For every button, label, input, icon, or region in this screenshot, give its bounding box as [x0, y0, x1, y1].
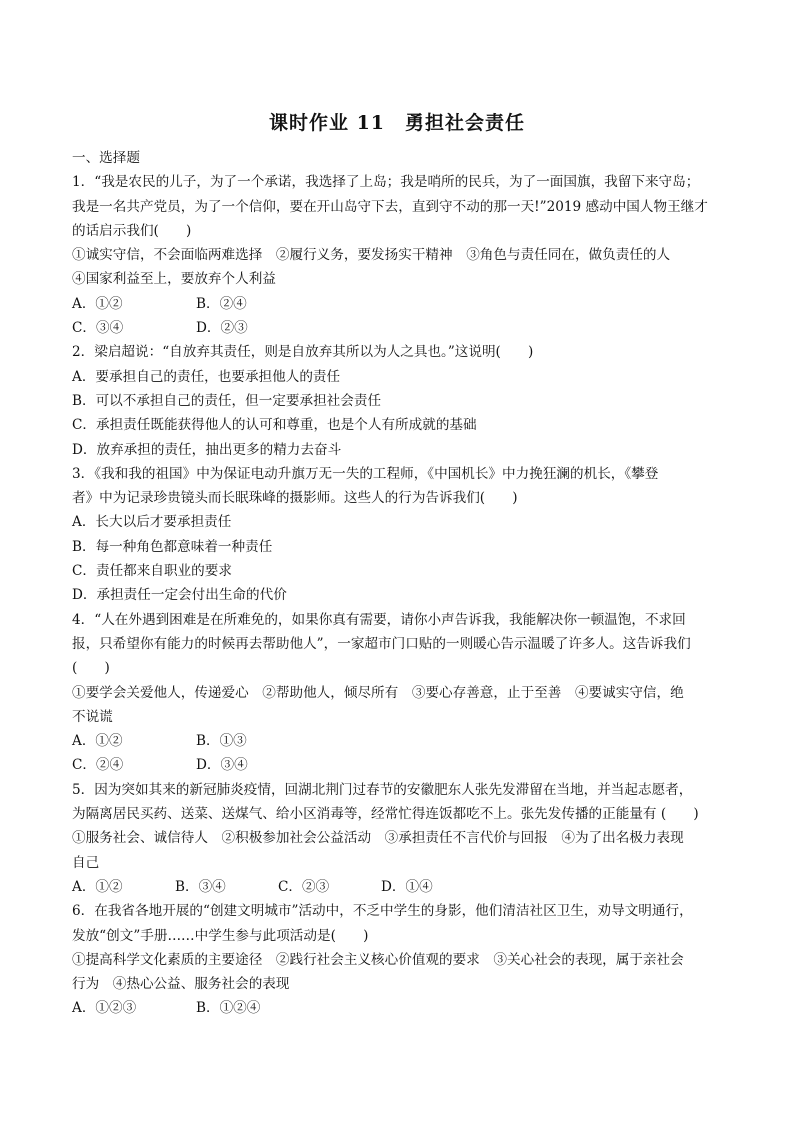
question-5	[72, 778, 727, 899]
statement-line: 不说谎	[72, 708, 113, 725]
question-1	[72, 170, 727, 340]
question-stem-line: 5．因为突如其来的新冠肺炎疫情，回湖北荆门过春节的安徽肥东人张先发滞留在当地，并当起志愿者，	[72, 781, 693, 798]
option-d[interactable]: D．②③	[196, 320, 248, 337]
option-c[interactable]: C．②③	[278, 878, 330, 895]
option-b[interactable]: B．①③	[196, 733, 247, 750]
question-stem-line: 报，只希望你有能力的时候再去帮助他人”，一家超市门口贴的一则暖心告示温暖了许多人。这告诉我们	[72, 635, 691, 652]
question-stem-line: 4．“人在外遇到困难是在所难免的，如果你真有需要，请你小声告诉我，我能解决你一顿温饱，不求回	[72, 611, 686, 628]
option-b[interactable]: B．每一种角色都意味着一种责任	[72, 538, 273, 555]
option-row	[72, 729, 727, 753]
option-d[interactable]: D．①④	[381, 878, 433, 895]
option-row	[72, 996, 727, 1020]
option-a[interactable]: A．要承担自己的责任，也要承担他人的责任	[72, 368, 341, 385]
option-a[interactable]: A．①②	[72, 295, 123, 312]
question-stem-line: 3．《我和我的祖国》中为保证电动升旗万无一失的工程师，《中国机长》中力挽狂澜的机长，《攀登	[72, 465, 659, 482]
question-2	[72, 340, 727, 461]
statement-line: ①诚实守信，不会面临两难选择 ②履行义务，要发扬实干精神 ③角色与责任同在，做负责任的人	[72, 247, 671, 264]
option-d[interactable]: D．放弃承担的责任，抽出更多的精力去奋斗	[72, 441, 342, 458]
option-d[interactable]: D．③④	[196, 757, 248, 774]
page-title: 课时作业 11 勇担社会责任	[268, 112, 526, 134]
question-stem-line: 者》中为记录珍贵镜头而长眠珠峰的摄影师。这些人的行为告诉我们( )	[72, 490, 518, 507]
question-4	[72, 608, 727, 778]
option-c[interactable]: C．承担责任既能获得他人的认可和尊重，也是个人有所成就的基础	[72, 417, 477, 434]
option-b[interactable]: B．②④	[196, 295, 247, 312]
section-heading: 一、选择题	[72, 150, 140, 166]
statement-line: ①服务社会、诚信待人 ②积极参加社会公益活动 ③承担责任不言代价与回报 ④为了出名极力表现	[72, 830, 684, 847]
question-3	[72, 462, 727, 608]
option-row	[72, 292, 727, 316]
statement-line: 自己	[72, 854, 100, 871]
option-a[interactable]: A．长大以后才要承担责任	[72, 514, 232, 531]
question-stem-line: 我是一名共产党员，为了一个信仰，要在开山岛守下去，直到守不动的那一天!”2019 感动中国人物王继才	[72, 198, 708, 215]
option-c[interactable]: C．③④	[72, 320, 124, 337]
option-b[interactable]: B．①②④	[196, 1000, 261, 1017]
question-stem-line: 的话启示我们( )	[72, 222, 192, 239]
question-stem-line: ( )	[72, 660, 110, 677]
option-c[interactable]: C．②④	[72, 757, 124, 774]
option-a[interactable]: A．①②③	[72, 1000, 137, 1017]
option-row	[72, 753, 727, 777]
question-stem-line: 发放“创文”手册……中学生参与此项活动是( )	[72, 927, 369, 944]
question-stem-line: 6．在我省各地开展的“创建文明城市”活动中，不乏中学生的身影，他们清洁社区卫生，劝导文明通行，	[72, 903, 693, 920]
question-6	[72, 899, 727, 1020]
question-stem-line: 为隔离居民买药、送菜、送煤气、给小区消毒等，经常忙得连饭都吃不上。张先发传播的正能量有 ( )	[72, 806, 699, 823]
option-d[interactable]: D．承担责任一定会付出生命的代价	[72, 587, 287, 604]
question-stem-line: 1．“我是农民的儿子，为了一个承诺，我选择了上岛；我是哨所的民兵，为了一面国旗，我留下来守岛；	[72, 174, 700, 191]
statement-line: 行为 ④热心公益、服务社会的表现	[72, 976, 290, 993]
statement-line: ①提高科学文化素质的主要途径 ②践行社会主义核心价值观的要求 ③关心社会的表现，属于亲社会	[72, 951, 684, 968]
option-a[interactable]: A．①②	[72, 878, 123, 895]
option-row	[72, 316, 727, 340]
question-stem-line: 2．梁启超说：“自放弃其责任，则是自放弃其所以为人之具也。”这说明( )	[72, 344, 534, 361]
option-b[interactable]: B．③④	[175, 878, 226, 895]
option-c[interactable]: C．责任都来自职业的要求	[72, 563, 232, 580]
question-body	[72, 146, 727, 1021]
option-b[interactable]: B．可以不承担自己的责任，但一定要承担社会责任	[72, 392, 382, 409]
option-a[interactable]: A．①②	[72, 733, 123, 750]
statement-line: ④国家利益至上，要放弃个人利益	[72, 271, 276, 288]
statement-line: ①要学会关爱他人，传递爱心 ②帮助他人，倾尽所有 ③要心存善意，止于至善 ④要诚实守信，绝	[72, 684, 684, 701]
option-row	[72, 875, 727, 899]
